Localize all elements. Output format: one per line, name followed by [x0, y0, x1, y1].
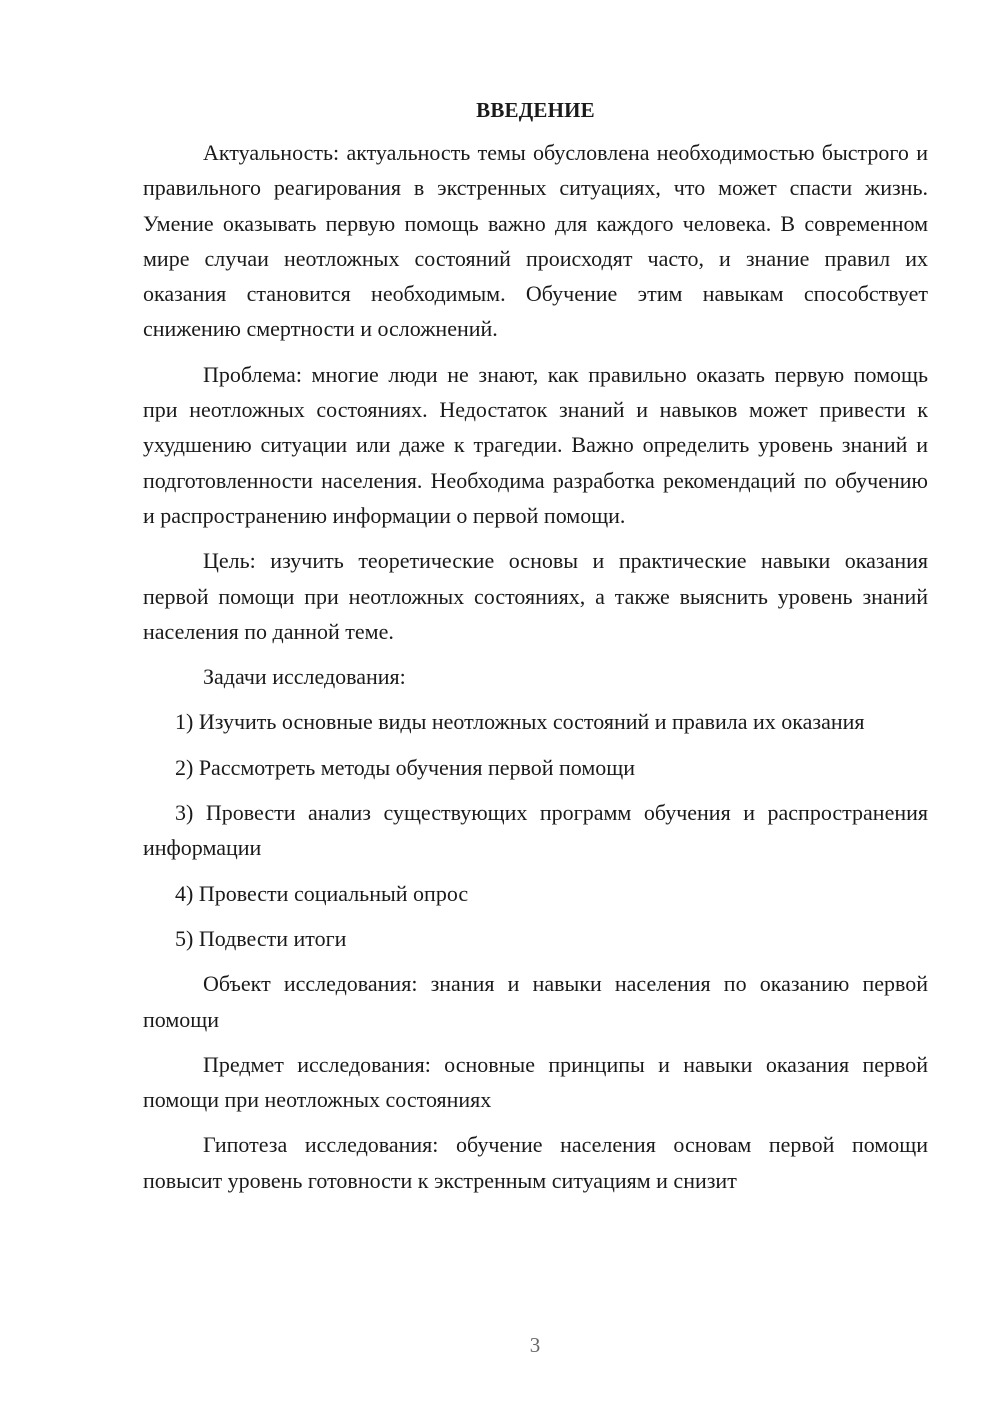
paragraph-hypothesis: Гипотеза исследования: обучение населения основам первой помощи повысит уровень готовности к экстренным ситуациям и снизит [143, 1132, 928, 1193]
list-item: 2) Рассмотреть методы обучения первой помощи [175, 754, 636, 780]
list-item: 3) Провести анализ существующих программ обучения и распространения информации [143, 800, 928, 861]
page-body [143, 95, 928, 1208]
paragraph-object: Объект исследования: знания и навыки населения по оказанию первой помощи [143, 971, 928, 1032]
list-item: 4) Провести социальный опрос [175, 880, 469, 906]
page-title: ВВЕДЕНИЕ [476, 98, 595, 122]
paragraph-tasks-heading: Задачи исследования: [203, 664, 406, 690]
list-item: 5) Подвести итоги [175, 925, 347, 951]
paragraph-problem: Проблема: многие люди не знают, как правильно оказать первую помощь при неотложных состояниях. Недостаток знаний и навыков может привести к ухудшению ситуации или даже к трагедии. Важно определить уровень знаний и подготовленности населения. Необходима разработка рекомендаций по обучению и распространению информации о первой помощи. [143, 361, 928, 528]
paragraph-subject: Предмет исследования: основные принципы и навыки оказания первой помощи при неотложных состояниях [143, 1051, 928, 1113]
paragraph-relevance: Актуальность: актуальность темы обусловлена необходимостью быстрого и правильного реагирования в экстренных ситуациях, что может спасти жизнь. Умение оказывать первую помощь важно для каждого человека. В современном мире случаи неотложных состояний происходят часто, и знание правил их оказания становится необходимым. Обучение этим навыкам способствует снижению смертности и осложнений. [143, 140, 928, 342]
list-item: 1) Изучить основные виды неотложных состояний и правила их оказания [175, 709, 865, 735]
page-number: 3 [529, 1333, 541, 1357]
paragraph-goal: Цель: изучить теоретические основы и практические навыки оказания первой помощи при неотложных состояниях, а также выяснить уровень знаний населения по данной теме. [143, 548, 928, 644]
